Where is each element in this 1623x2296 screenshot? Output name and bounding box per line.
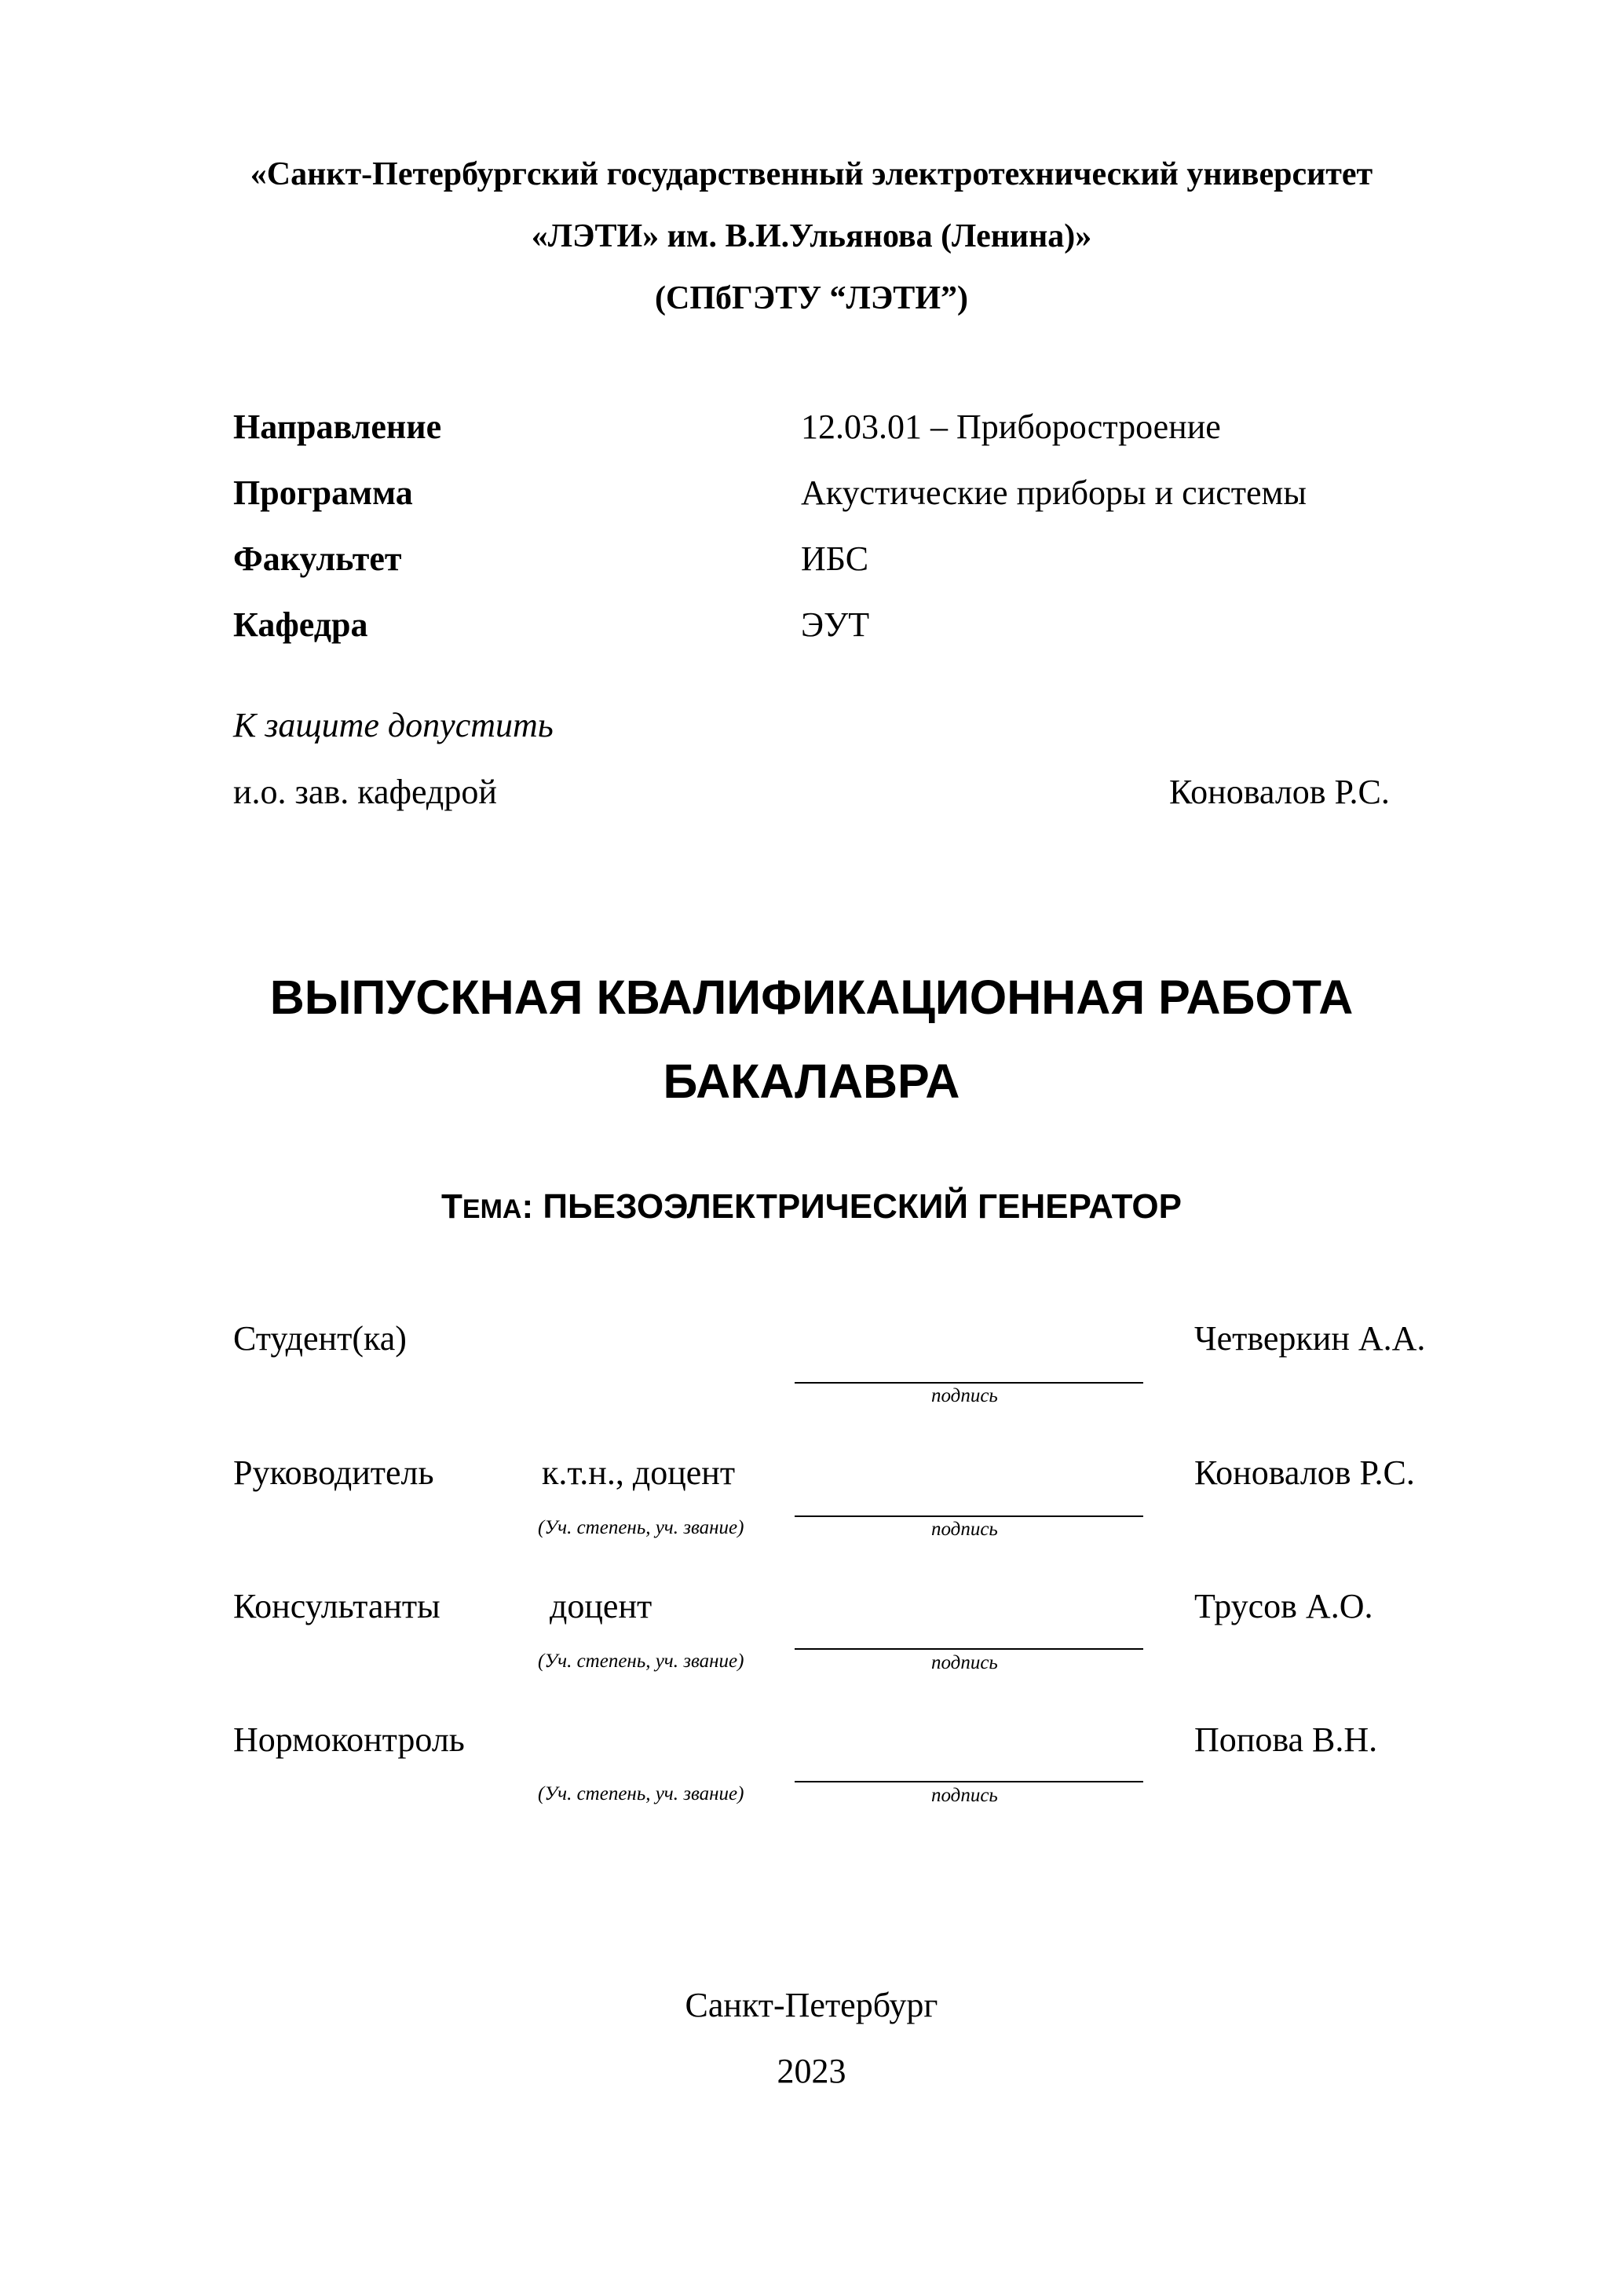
info-value-direction: 12.03.01 – Приборостроение	[801, 408, 1221, 446]
topic-title: ПЬЕЗОЭЛЕКТРИЧЕСКИЙ ГЕНЕРАТОР	[543, 1187, 1182, 1226]
signature-caption-student: подпись	[931, 1385, 998, 1406]
thesis-title-line-1: ВЫПУСКНАЯ КВАЛИФИКАЦИОННАЯ РАБОТА	[269, 971, 1354, 1024]
info-label-faculty: Факультет	[233, 539, 402, 578]
topic-label-first-letter: Т	[441, 1187, 462, 1226]
signature-role-supervisor: Руководитель	[233, 1453, 434, 1492]
signature-role-consultants: Консультанты	[233, 1587, 440, 1625]
signature-role-student: Студент(ка)	[233, 1319, 407, 1358]
footer-city: Санкт-Петербург	[685, 1986, 938, 2024]
info-label-program: Программа	[233, 473, 413, 512]
signature-caption-normcontrol: подпись	[931, 1785, 998, 1806]
admission-name: Коновалов Р.С.	[1169, 773, 1390, 811]
info-value-department: ЭУТ	[801, 605, 870, 644]
signature-name-student: Четверкин А.А.	[1194, 1319, 1426, 1358]
signature-degree-supervisor: к.т.н., доцент	[542, 1453, 736, 1492]
signature-line-consultants	[795, 1648, 1143, 1650]
signature-line-student	[795, 1382, 1143, 1384]
info-label-department: Кафедра	[233, 605, 368, 644]
degree-caption-supervisor: (Уч. степень, уч. звание)	[538, 1517, 744, 1538]
degree-caption-normcontrol: (Уч. степень, уч. звание)	[538, 1783, 744, 1804]
info-value-faculty: ИБС	[801, 539, 869, 578]
signature-caption-supervisor: подпись	[931, 1519, 998, 1540]
admission-role: и.о. зав. кафедрой	[233, 773, 497, 811]
university-abbreviation: (СПбГЭТУ “ЛЭТИ”)	[655, 280, 968, 316]
topic-label-rest: ЕМА	[462, 1194, 522, 1224]
thesis-topic	[0, 1187, 1623, 1227]
topic-label-colon: :	[521, 1187, 534, 1226]
footer-year: 2023	[777, 2052, 846, 2090]
university-name-line-1: «Санкт-Петербургский государственный электротехнический университет	[250, 156, 1373, 192]
thesis-title-line-2: БАКАЛАВРА	[663, 1055, 960, 1108]
signature-role-normcontrol: Нормоконтроль	[233, 1720, 465, 1759]
signature-name-normcontrol: Попова В.Н.	[1194, 1720, 1378, 1759]
degree-caption-consultants: (Уч. степень, уч. звание)	[538, 1651, 744, 1672]
signature-name-consultants: Трусов А.О.	[1194, 1587, 1373, 1625]
info-value-program: Акустические приборы и системы	[801, 473, 1307, 512]
signature-name-supervisor: Коновалов Р.С.	[1194, 1453, 1415, 1492]
admission-label: К защите допустить	[233, 706, 554, 744]
signature-line-supervisor	[795, 1515, 1143, 1517]
signature-line-normcontrol	[795, 1781, 1143, 1782]
info-label-direction: Направление	[233, 408, 442, 446]
signature-degree-consultants: доцент	[550, 1587, 652, 1625]
signature-caption-consultants: подпись	[931, 1652, 998, 1673]
university-name-line-2: «ЛЭТИ» им. В.И.Ульянова (Ленина)»	[531, 218, 1092, 254]
